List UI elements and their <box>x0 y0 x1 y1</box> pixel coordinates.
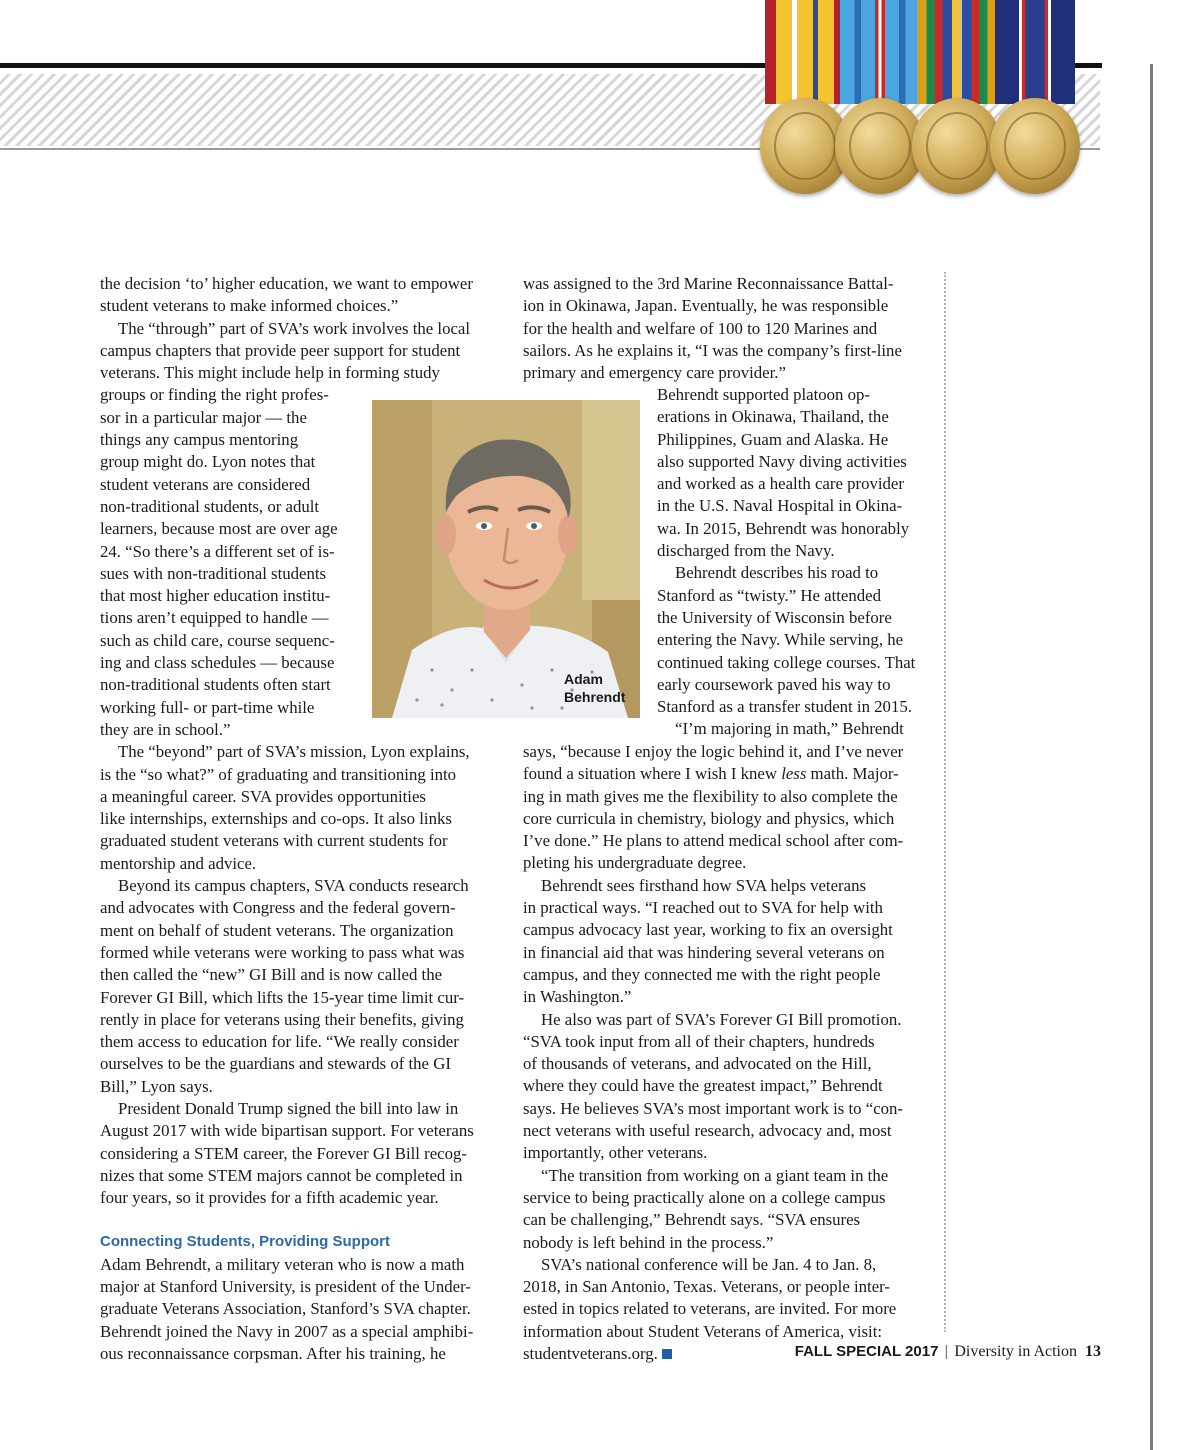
section-heading-wrap <box>100 1231 520 1253</box>
paragraph: Adam Behrendt, a military veteran who is now a math major at Stanford University, is president of the Under- graduate Veterans Association, Stanford’s SVA chapter. Behrendt joined the Navy in 2007 as a special amphibi- ous reconnaissance corpsman. After his training, he <box>100 1254 474 1363</box>
paragraph: The “beyond” part of SVA’s mission, Lyon explains, is the “so what?” of graduating and transitioning into a meaningful career. SVA provides opportunities like internships, externships and co-ops. It also links graduated student veterans with current students for mentorship and advice. <box>100 742 470 873</box>
section-heading: Connecting Students, Providing Support <box>100 1233 390 1251</box>
right-margin-rule <box>1150 64 1153 1450</box>
paragraph: The “through” part of SVA’s work involves the local campus chapters that provide peer support for student veterans. This might include help in forming study groups or finding the right profes- sor in a particular major — the things any campus mentoring group might do. Lyon notes that student veterans are considered non-traditional students, or adult learners, because most are over age 24. “So there’s a different set of is- sues with non-traditional students that most higher education institu- tions aren’t equipped to handle — such as child care, course sequenc- ing and class schedules — because non-traditional students often start working full- or part-time while they are in school.” <box>100 318 471 739</box>
paragraph: Behrendt supported platoon op- erations in Okinawa, Thailand, the Philippines, Guam and Alaska. He also supported Navy diving activities and worked as a health care provider in the U.S. Naval Hospital in Okina- wa. In 2015, Behrendt was honorably discharged from the Navy. <box>657 385 910 561</box>
paragraph: SVA’s national conference will be Jan. 4 to Jan. 8, 2018, in San Antonio, Texas. Veterans, or people inter- ested in topics related to veterans, are invited. For more information about Student Veterans of America, visit: studentveterans.org. <box>523 1254 897 1364</box>
website-text: studentveterans.org. <box>523 1344 658 1364</box>
issue-label: FALL SPECIAL 2017 <box>794 1343 939 1360</box>
paragraph: “I’m majoring in math,” Behrendt <box>675 719 904 739</box>
paragraph: “The transition from working on a giant team in the service to being practically alone on a college campus can be challenging,” Behrendt says. “SVA ensures nobody is left behind in the process.” <box>523 1165 889 1252</box>
column-dotted-rule <box>944 272 946 1332</box>
paragraph: He also was part of SVA’s Forever GI Bill promotion. “SVA took input from all of their chapters, hundreds of thousands of veterans, and advocated on the Hill, where they could have the greatest impact,” Behrendt says. He believes SVA’s most important work is to “con- nect veterans with useful research, advocacy and, most importantly, other veterans. <box>523 1009 904 1163</box>
right-column-narrow <box>657 384 937 741</box>
publication-name: Diversity in Action <box>954 1343 1077 1360</box>
paragraph: President Donald Trump signed the bill into law in August 2017 with wide bipartisan support. For veterans considering a STEM career, the Forever GI Bill recog- nizes that some STEM majors cannot be completed in four years, so it provides for a fifth academic year. <box>100 1098 474 1208</box>
paragraph: Behrendt sees firsthand how SVA helps veterans in practical ways. “I reached out to SVA for help with campus advocacy last year, working to fix an oversight in financial aid that was hindering several veterans on campus, and they connected me with the right people in Washington.” <box>523 875 893 1007</box>
paragraph: says, “because I enjoy the logic behind it, and I’ve never found a situation where I wish I knew less math. Major- ing in math gives me the flexibility to also complete the core curricula in chemistry, biology and physics, which I’ve done.” He plans to attend medical school after com- pleting his undergraduate degree. <box>523 742 904 873</box>
photo-caption: Adam Behrendt <box>564 671 626 705</box>
paragraph: Behrendt describes his road to Stanford as “twisty.” He attended the University of Wisconsin before entering the Navy. While serving, he continued taking college courses. That early coursework paved his way to Stanford as a transfer student in 2015. <box>657 563 916 717</box>
paragraph: the decision ‘to’ higher education, we want to empower student veterans to make informed choices.” <box>100 274 473 316</box>
footer-separator: | <box>944 1343 949 1360</box>
right-column-top <box>523 273 933 384</box>
page-number: 13 <box>1085 1343 1101 1360</box>
portrait-photo <box>372 400 640 718</box>
right-column-bottom <box>523 741 933 1365</box>
end-mark-icon <box>662 1349 672 1359</box>
paragraph: was assigned to the 3rd Marine Reconnaissance Battal- ion in Okinawa, Japan. Eventually, he was responsible for the health and welfare of 100 to 120 Marines and sailors. As he explains it, “I was the company’s first-line primary and emergency care provider.” <box>523 274 902 383</box>
page-footer <box>795 1343 1101 1361</box>
paragraph: Beyond its campus chapters, SVA conducts research and advocates with Congress and the federal govern- ment on behalf of student veterans. The organization formed while veterans were working to pass what was then called the “new” GI Bill and is now called the Forever GI Bill, which lifts the 15-year time limit cur- rently in place for veterans using their benefits, giving them access to education for life. “We really consider ourselves to be the guardians and stewards of the GI Bill,” Lyon says. <box>100 876 469 1096</box>
